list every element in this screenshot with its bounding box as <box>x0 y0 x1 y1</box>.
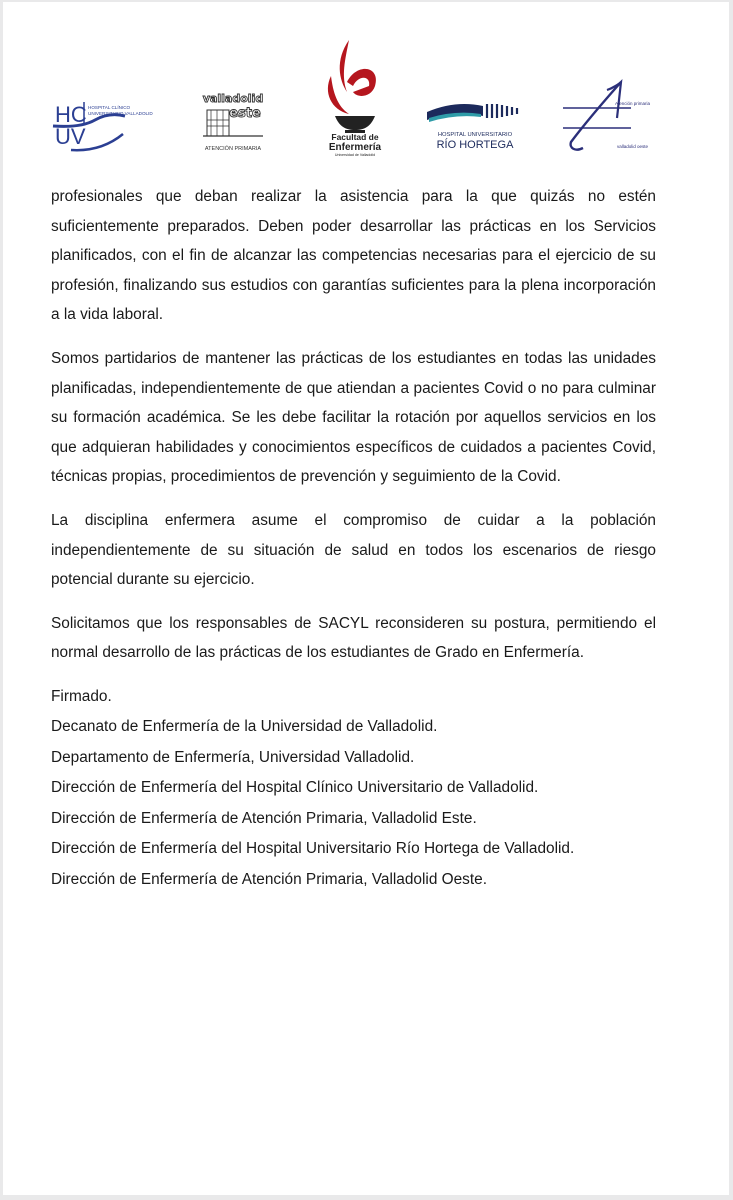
signature-block <box>51 682 656 896</box>
signature-heading: Firmado. <box>51 687 112 705</box>
svg-text:Universidad de Valladolid: Universidad de Valladolid <box>334 153 376 157</box>
hcuv-logo-text-hc: HC <box>55 102 87 127</box>
paragraph: Solicitamos que los responsables de SACYL reconsideren su postura, permitiendo el normal desarrollo de las prácticas de los estudiantes de Grado en Enfermería. <box>51 614 656 662</box>
svg-text:Enfermería: Enfermería <box>328 142 382 153</box>
rio-hortega-logo-caption: HOSPITAL UNIVERSITARIO <box>437 132 513 138</box>
document-page <box>3 2 729 1195</box>
valladolid-este-logo-subtitle: ATENCIÓN PRIMARIA <box>204 146 262 152</box>
paragraph: profesionales que deban realizar la asistencia para la que quizás no estén suficientemente preparados. Deben poder desarrollar las prácticas en los Servicios planificados, con el fin de alcanzar las competencias necesarias para el ejercicio de su profesión, finalizando sus estudios con garantías suficientes para la plena incorporación a la vida laboral. <box>51 188 656 324</box>
hcuv-logo <box>51 96 183 156</box>
hcuv-logo-text-uv: UV <box>55 124 86 149</box>
facultad-enfermeria-logo <box>321 36 387 158</box>
signature-line: Decanato de Enfermería de la Universidad de Valladolid. <box>51 718 438 736</box>
facultad-logo-title: Facultad de <box>331 132 379 142</box>
svg-text:UNIVERSITARIO VALLADOLID: UNIVERSITARIO VALLADOLID <box>88 111 153 116</box>
signature-line: Departamento de Enfermería, Universidad Valladolid. <box>51 748 415 766</box>
signature-line: Dirección de Enfermería de Atención Primaria, Valladolid Oeste. <box>51 870 487 888</box>
letter-body <box>51 182 656 895</box>
logo-header <box>3 2 729 172</box>
signature-line: Dirección de Enfermería del Hospital Clínico Universitario de Valladolid. <box>51 779 539 797</box>
rio-hortega-logo <box>425 98 525 154</box>
svg-text:este: este <box>229 106 261 121</box>
atencion-primaria-oeste-logo-title: Atención primaria <box>615 101 651 106</box>
valladolid-este-logo <box>197 90 269 156</box>
rio-hortega-logo-title: RÍO HORTEGA <box>436 139 514 151</box>
signature-line: Dirección de Enfermería de Atención Primaria, Valladolid Este. <box>51 809 477 827</box>
signature-line: Dirección de Enfermería del Hospital Universitario Río Hortega de Valladolid. <box>51 840 575 858</box>
svg-text:HOSPITAL CLÍNICO: HOSPITAL CLÍNICO <box>88 105 131 110</box>
atencion-primaria-oeste-logo <box>559 78 659 158</box>
paragraph: Somos partidarios de mantener las prácticas de los estudiantes en todas las unidades planificadas, independientemente de que atiendan a pacientes Covid o no para culminar su formación académica. Se les debe facilitar la rotación por aquellos servicios en los que adquieran habilidades y conocimientos específicos de cuidados a pacientes Covid, técnicas propias, procedimientos de prevención y seguimiento de la Covid. <box>51 349 656 486</box>
atencion-primaria-oeste-logo-subtitle: valladolid oeste <box>617 144 649 149</box>
valladolid-este-logo-title: valladolid <box>202 92 264 105</box>
paragraph: La disciplina enfermera asume el compromiso de cuidar a la población independientemente de su situación de salud en todos los escenarios de riesgo potencial durante su ejercicio. <box>51 511 656 589</box>
